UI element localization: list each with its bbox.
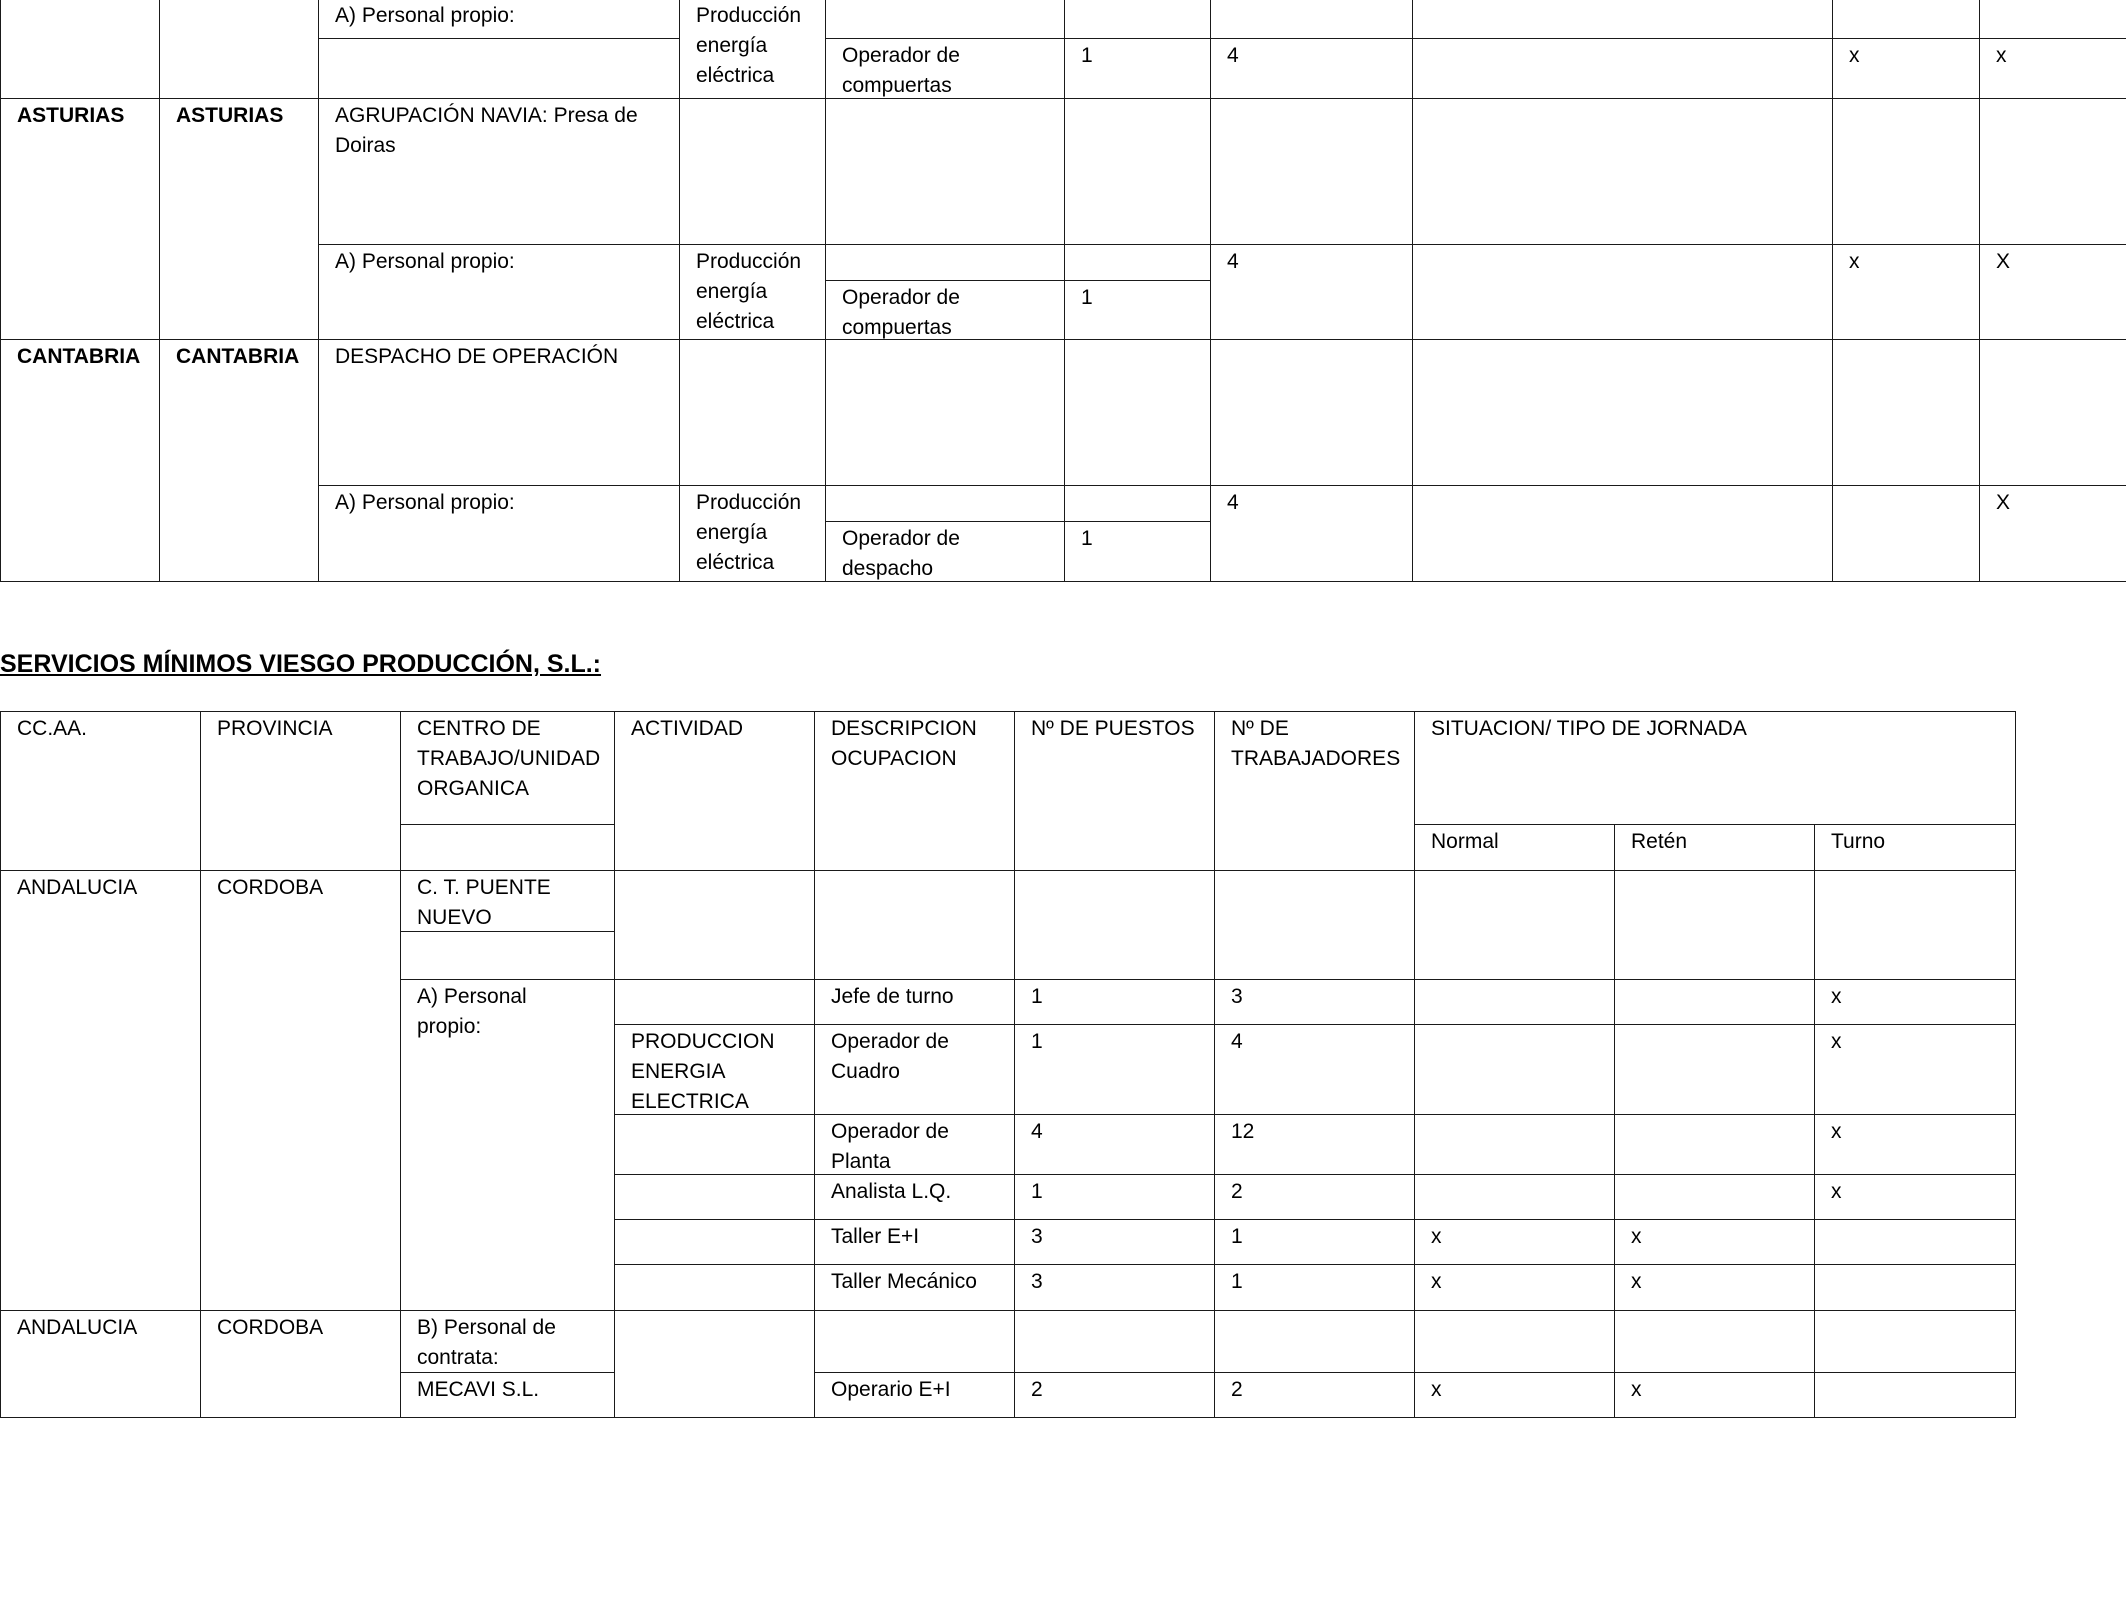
table2-empty-cell xyxy=(400,931,615,980)
table1-provincia: ASTURIAS xyxy=(159,98,319,340)
table2-header-turno: Turno xyxy=(1814,824,2016,871)
table2-header-descripcion: DESCRIPCION OCUPACION xyxy=(814,711,1015,871)
table2-header-trabajadores: Nº DE TRABAJADORES xyxy=(1214,711,1415,871)
table2-empty-cell xyxy=(1814,1310,2016,1373)
table2-empty-cell xyxy=(614,1219,815,1265)
table2-puestos: 4 xyxy=(1014,1114,1215,1175)
table2-header-reten: Retén xyxy=(1614,824,1815,871)
table1-empty-cell xyxy=(1412,244,1833,340)
table2-header-situacion: SITUACION/ TIPO DE JORNADA xyxy=(1414,711,2016,825)
table2-trabajadores: 1 xyxy=(1214,1264,1415,1311)
table1-empty-cell xyxy=(1210,339,1413,486)
table2-reten xyxy=(1614,1024,1815,1115)
table1-actividad: Producción energía eléctrica xyxy=(679,0,826,99)
table1-ocupacion: Operador de compuertas xyxy=(825,38,1065,99)
table1-empty-cell xyxy=(1412,38,1833,99)
table1-centro: DESPACHO DE OPERACIÓN xyxy=(318,339,680,486)
table2-puestos: 3 xyxy=(1014,1219,1215,1265)
table2-ocupacion: Analista L.Q. xyxy=(814,1174,1015,1220)
table2-empty-cell xyxy=(1214,1310,1415,1373)
table1-actividad: Producción energía eléctrica xyxy=(679,244,826,340)
table1-empty-cell xyxy=(1412,339,1833,486)
table1-centro: AGRUPACIÓN NAVIA: Presa de Doiras xyxy=(318,98,680,245)
table2-turno: x xyxy=(1814,1114,2016,1175)
table1-empty-cell xyxy=(679,98,826,245)
table1-empty-cell xyxy=(1412,485,1833,582)
table1-empty-cell xyxy=(825,485,1065,522)
table1-trabajadores: 4 xyxy=(1210,485,1413,582)
table1-ocupacion: Operador de despacho xyxy=(825,521,1065,582)
table2-reten: x xyxy=(1614,1264,1815,1311)
table1-personal-label: A) Personal propio: xyxy=(318,244,680,340)
table2-trabajadores: 12 xyxy=(1214,1114,1415,1175)
table1-empty-cell xyxy=(1210,0,1413,39)
table1-mark: X xyxy=(1979,244,2126,340)
table2-turno: x xyxy=(1814,1174,2016,1220)
table1-cell-provincia xyxy=(159,0,319,99)
table2-ccaa: ANDALUCIA xyxy=(0,1310,201,1418)
table2-empty-cell xyxy=(400,824,615,871)
table1-empty-cell xyxy=(1979,0,2126,39)
table2-empresa: MECAVI S.L. xyxy=(400,1372,615,1418)
table1-empty-cell xyxy=(1064,244,1211,281)
table2-provincia: CORDOBA xyxy=(200,870,401,1311)
table2-actividad: PRODUCCION ENERGIA ELECTRICA xyxy=(614,1024,815,1115)
table2-empty-cell xyxy=(1814,870,2016,980)
table1-ocupacion: Operador de compuertas xyxy=(825,280,1065,340)
table1-empty-cell xyxy=(1064,98,1211,245)
table2-empty-cell xyxy=(614,1310,815,1418)
table2-header-normal: Normal xyxy=(1414,824,1615,871)
table1-cell-ccaa xyxy=(0,0,160,99)
table2-reten: x xyxy=(1614,1219,1815,1265)
table2-reten xyxy=(1614,1114,1815,1175)
table1-empty-cell xyxy=(318,38,680,99)
table2-empty-cell xyxy=(1214,870,1415,980)
table2-ccaa: ANDALUCIA xyxy=(0,870,201,1311)
table2-turno xyxy=(1814,1219,2016,1265)
table1-empty-cell xyxy=(1832,98,1980,245)
table1-empty-cell xyxy=(1832,0,1980,39)
table2-header-actividad: ACTIVIDAD xyxy=(614,711,815,871)
table2-turno xyxy=(1814,1264,2016,1311)
table1-empty-cell xyxy=(1832,339,1980,486)
table2-empty-cell xyxy=(1614,870,1815,980)
table2-reten xyxy=(1614,979,1815,1025)
table2-personal-label: B) Personal de contrata: xyxy=(400,1310,615,1373)
table1-empty-cell xyxy=(1412,0,1833,39)
table2-normal: x xyxy=(1414,1264,1615,1311)
table2-ocupacion: Operador de Planta xyxy=(814,1114,1015,1175)
table1-puestos: 1 xyxy=(1064,521,1211,582)
table2-trabajadores: 2 xyxy=(1214,1372,1415,1418)
table2-turno: x xyxy=(1814,979,2016,1025)
table1-provincia: CANTABRIA xyxy=(159,339,319,582)
table2-empty-cell xyxy=(814,1310,1015,1373)
table1-puestos: 1 xyxy=(1064,38,1211,99)
table1-mark: x xyxy=(1832,38,1980,99)
table2-centro: C. T. PUENTE NUEVO xyxy=(400,870,615,932)
table2-ocupacion: Operador de Cuadro xyxy=(814,1024,1015,1115)
table2-empty-cell xyxy=(814,870,1015,980)
table2-puestos: 1 xyxy=(1014,979,1215,1025)
table2-empty-cell xyxy=(614,1264,815,1311)
table2-ocupacion: Taller Mecánico xyxy=(814,1264,1015,1311)
table2-trabajadores: 4 xyxy=(1214,1024,1415,1115)
table1-empty-cell xyxy=(1979,339,2126,486)
table2-empty-cell xyxy=(1414,1310,1615,1373)
table2-normal xyxy=(1414,979,1615,1025)
table1-ccaa: CANTABRIA xyxy=(0,339,160,582)
table1-ccaa: ASTURIAS xyxy=(0,98,160,340)
table1-empty-cell xyxy=(1412,98,1833,245)
table2-puestos: 3 xyxy=(1014,1264,1215,1311)
table2-empty-cell xyxy=(1614,1310,1815,1373)
table2-trabajadores: 3 xyxy=(1214,979,1415,1025)
table1-empty-cell xyxy=(825,98,1065,245)
table2-reten: x xyxy=(1614,1372,1815,1418)
table2-puestos: 1 xyxy=(1014,1024,1215,1115)
table2-ocupacion: Taller E+I xyxy=(814,1219,1015,1265)
table2-normal xyxy=(1414,1024,1615,1115)
table1-mark: X xyxy=(1979,485,2126,582)
table2-header-ccaa: CC.AA. xyxy=(0,711,201,871)
table1-puestos: 1 xyxy=(1064,280,1211,340)
table2-puestos: 2 xyxy=(1014,1372,1215,1418)
table2-trabajadores: 2 xyxy=(1214,1174,1415,1220)
table2-ocupacion: Operario E+I xyxy=(814,1372,1015,1418)
table1-empty-cell xyxy=(1064,485,1211,522)
table1-empty-cell xyxy=(1210,98,1413,245)
table2-empty-cell xyxy=(614,1174,815,1220)
table1-mark: x xyxy=(1832,244,1980,340)
table2-empty-cell xyxy=(614,979,815,1025)
table2-empty-cell xyxy=(614,870,815,980)
table1-trabajadores: 4 xyxy=(1210,244,1413,340)
table1-empty-cell xyxy=(1064,339,1211,486)
table1-empty-cell xyxy=(1979,98,2126,245)
table1-personal-label: A) Personal propio: xyxy=(318,485,680,582)
table1-actividad: Producción energía eléctrica xyxy=(679,485,826,582)
table2-header-puestos: Nº DE PUESTOS xyxy=(1014,711,1215,871)
table2-header-provincia: PROVINCIA xyxy=(200,711,401,871)
table1-empty-cell xyxy=(825,244,1065,281)
table2-reten xyxy=(1614,1174,1815,1220)
table2-empty-cell xyxy=(1014,1310,1215,1373)
table2-empty-cell xyxy=(1414,870,1615,980)
table1-trabajadores: 4 xyxy=(1210,38,1413,99)
table2-turno xyxy=(1814,1372,2016,1418)
table2-normal xyxy=(1414,1174,1615,1220)
table2-personal-label: A) Personal propio: xyxy=(400,979,615,1311)
table2-puestos: 1 xyxy=(1014,1174,1215,1220)
table2-empty-cell xyxy=(1014,870,1215,980)
table2-normal: x xyxy=(1414,1219,1615,1265)
table1-personal-label: A) Personal propio: xyxy=(318,0,680,39)
table2-header-centro: CENTRO DE TRABAJO/UNIDAD ORGANICA xyxy=(400,711,615,825)
section-title: SERVICIOS MÍNIMOS VIESGO PRODUCCIÓN, S.L.: xyxy=(0,650,602,678)
table2-normal xyxy=(1414,1114,1615,1175)
table2-empty-cell xyxy=(614,1114,815,1175)
table1-mark: x xyxy=(1979,38,2126,99)
table1-empty-cell xyxy=(679,339,826,486)
table1-empty-cell xyxy=(825,0,1065,39)
table1-empty-cell xyxy=(1832,485,1980,582)
table2-ocupacion: Jefe de turno xyxy=(814,979,1015,1025)
table2-trabajadores: 1 xyxy=(1214,1219,1415,1265)
table2-provincia: CORDOBA xyxy=(200,1310,401,1418)
table1-empty-cell xyxy=(825,339,1065,486)
table2-turno: x xyxy=(1814,1024,2016,1115)
table1-empty-cell xyxy=(1064,0,1211,39)
table2-normal: x xyxy=(1414,1372,1615,1418)
